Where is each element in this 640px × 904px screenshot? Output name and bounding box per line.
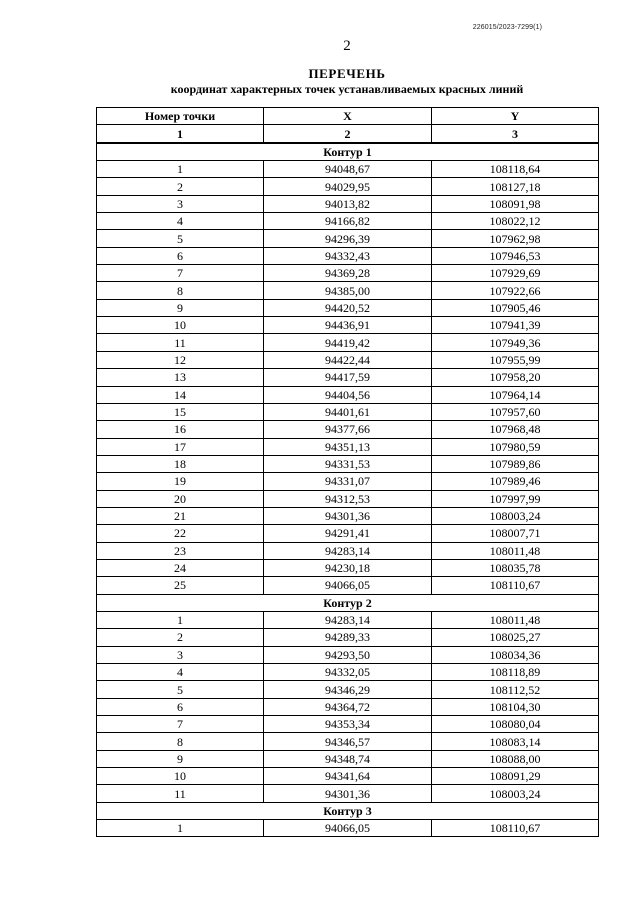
point-number-cell: 8 — [97, 282, 264, 299]
x-coordinate-cell: 94436,91 — [264, 317, 432, 334]
point-number-cell: 22 — [97, 525, 264, 542]
table-row — [97, 230, 599, 247]
y-coordinate-cell: 108118,64 — [432, 161, 599, 178]
y-coordinate-cell: 107929,69 — [432, 265, 599, 282]
point-number-cell: 24 — [97, 559, 264, 576]
point-number-cell: 1 — [97, 161, 264, 178]
table-row — [97, 299, 599, 316]
table-row — [97, 629, 599, 646]
table-row — [97, 664, 599, 681]
x-coordinate-cell: 94301,36 — [264, 507, 432, 524]
table-row — [97, 195, 599, 212]
table-row — [97, 178, 599, 195]
section-row — [97, 143, 599, 161]
section-row — [97, 802, 599, 819]
x-coordinate-cell: 94348,74 — [264, 750, 432, 767]
y-coordinate-cell: 108080,04 — [432, 716, 599, 733]
point-number-cell: 7 — [97, 265, 264, 282]
x-coordinate-cell: 94029,95 — [264, 178, 432, 195]
point-number-cell: 20 — [97, 490, 264, 507]
y-coordinate-cell: 108011,48 — [432, 542, 599, 559]
point-number-cell: 12 — [97, 351, 264, 368]
table-row — [97, 213, 599, 230]
point-number-cell: 13 — [97, 369, 264, 386]
column-number-3: 3 — [432, 125, 599, 143]
point-number-cell: 10 — [97, 768, 264, 785]
y-coordinate-cell: 107949,36 — [432, 334, 599, 351]
y-coordinate-cell: 108104,30 — [432, 698, 599, 715]
table-row — [97, 785, 599, 802]
document-title: ПЕРЕЧЕНЬ — [308, 66, 386, 81]
table-row — [97, 681, 599, 698]
table-row — [97, 542, 599, 559]
y-coordinate-cell: 107980,59 — [432, 438, 599, 455]
x-coordinate-cell: 94166,82 — [264, 213, 432, 230]
x-coordinate-cell: 94296,39 — [264, 230, 432, 247]
table-row — [97, 403, 599, 420]
point-number-cell: 19 — [97, 473, 264, 490]
x-coordinate-cell: 94332,05 — [264, 664, 432, 681]
point-number-cell: 3 — [97, 646, 264, 663]
x-coordinate-cell: 94331,53 — [264, 455, 432, 472]
y-coordinate-cell: 107962,98 — [432, 230, 599, 247]
x-coordinate-cell: 94417,59 — [264, 369, 432, 386]
table-row — [97, 577, 599, 594]
point-number-cell: 6 — [97, 247, 264, 264]
y-coordinate-cell: 108007,71 — [432, 525, 599, 542]
x-coordinate-cell: 94230,18 — [264, 559, 432, 576]
document-subtitle: координат характерных точек устанавливаемых красных линий — [170, 82, 524, 96]
point-number-cell: 21 — [97, 507, 264, 524]
point-number-cell: 3 — [97, 195, 264, 212]
y-coordinate-cell: 108091,29 — [432, 768, 599, 785]
x-coordinate-cell: 94346,29 — [264, 681, 432, 698]
y-coordinate-cell: 108112,52 — [432, 681, 599, 698]
section-title: Контур 2 — [97, 594, 599, 611]
table-row — [97, 733, 599, 750]
table-row — [97, 768, 599, 785]
x-coordinate-cell: 94283,14 — [264, 611, 432, 628]
y-coordinate-cell: 107989,86 — [432, 455, 599, 472]
table-row — [97, 525, 599, 542]
point-number-cell: 5 — [97, 681, 264, 698]
section-row — [97, 594, 599, 611]
point-number-cell: 23 — [97, 542, 264, 559]
y-coordinate-cell: 107957,60 — [432, 403, 599, 420]
point-number-cell: 10 — [97, 317, 264, 334]
point-number-cell: 7 — [97, 716, 264, 733]
table-row — [97, 716, 599, 733]
x-coordinate-cell: 94341,64 — [264, 768, 432, 785]
y-coordinate-cell: 107946,53 — [432, 247, 599, 264]
x-coordinate-cell: 94283,14 — [264, 542, 432, 559]
x-coordinate-cell: 94289,33 — [264, 629, 432, 646]
point-number-cell: 9 — [97, 750, 264, 767]
y-coordinate-cell: 108127,18 — [432, 178, 599, 195]
point-number-cell: 6 — [97, 698, 264, 715]
table-row — [97, 282, 599, 299]
table-row — [97, 455, 599, 472]
table-row — [97, 490, 599, 507]
point-number-cell: 9 — [97, 299, 264, 316]
table-row — [97, 351, 599, 368]
y-coordinate-cell: 107905,46 — [432, 299, 599, 316]
x-coordinate-cell: 94291,41 — [264, 525, 432, 542]
header-x: X — [264, 108, 432, 125]
table-row — [97, 559, 599, 576]
x-coordinate-cell: 94420,52 — [264, 299, 432, 316]
table-row — [97, 750, 599, 767]
point-number-cell: 18 — [97, 455, 264, 472]
x-coordinate-cell: 94351,13 — [264, 438, 432, 455]
table-row — [97, 386, 599, 403]
table-row — [97, 473, 599, 490]
table-row — [97, 438, 599, 455]
y-coordinate-cell: 108022,12 — [432, 213, 599, 230]
point-number-cell: 11 — [97, 785, 264, 802]
table-row — [97, 421, 599, 438]
x-coordinate-cell: 94385,00 — [264, 282, 432, 299]
x-coordinate-cell: 94364,72 — [264, 698, 432, 715]
x-coordinate-cell: 94404,56 — [264, 386, 432, 403]
header-point-number: Номер точки — [97, 108, 264, 125]
point-number-cell: 11 — [97, 334, 264, 351]
x-coordinate-cell: 94422,44 — [264, 351, 432, 368]
column-number-1: 1 — [97, 125, 264, 143]
y-coordinate-cell: 108110,67 — [432, 577, 599, 594]
y-coordinate-cell: 108011,48 — [432, 611, 599, 628]
table-row — [97, 317, 599, 334]
table-row — [97, 247, 599, 264]
point-number-cell: 15 — [97, 403, 264, 420]
table-row — [97, 611, 599, 628]
table-row — [97, 820, 599, 837]
section-title: Контур 1 — [97, 143, 599, 161]
x-coordinate-cell: 94377,66 — [264, 421, 432, 438]
x-coordinate-cell: 94066,05 — [264, 820, 432, 837]
column-numbers-row — [97, 125, 599, 143]
point-number-cell: 4 — [97, 213, 264, 230]
point-number-cell: 17 — [97, 438, 264, 455]
y-coordinate-cell: 107997,99 — [432, 490, 599, 507]
y-coordinate-cell: 107964,14 — [432, 386, 599, 403]
x-coordinate-cell: 94301,36 — [264, 785, 432, 802]
table-row — [97, 161, 599, 178]
table-row — [97, 265, 599, 282]
x-coordinate-cell: 94293,50 — [264, 646, 432, 663]
column-number-2: 2 — [264, 125, 432, 143]
point-number-cell: 16 — [97, 421, 264, 438]
x-coordinate-cell: 94346,57 — [264, 733, 432, 750]
x-coordinate-cell: 94332,43 — [264, 247, 432, 264]
coordinates-table — [96, 107, 599, 837]
y-coordinate-cell: 107941,39 — [432, 317, 599, 334]
point-number-cell: 14 — [97, 386, 264, 403]
y-coordinate-cell: 107955,99 — [432, 351, 599, 368]
y-coordinate-cell: 107958,20 — [432, 369, 599, 386]
y-coordinate-cell: 108083,14 — [432, 733, 599, 750]
y-coordinate-cell: 108110,67 — [432, 820, 599, 837]
point-number-cell: 1 — [97, 820, 264, 837]
point-number-cell: 5 — [97, 230, 264, 247]
x-coordinate-cell: 94401,61 — [264, 403, 432, 420]
x-coordinate-cell: 94369,28 — [264, 265, 432, 282]
section-title: Контур 3 — [97, 802, 599, 819]
table-header-row — [97, 108, 599, 125]
document-reference: 226015/2023-7299(1) — [472, 24, 542, 31]
page-number: 2 — [343, 38, 351, 54]
y-coordinate-cell: 108034,36 — [432, 646, 599, 663]
table-row — [97, 646, 599, 663]
x-coordinate-cell: 94048,67 — [264, 161, 432, 178]
y-coordinate-cell: 108088,00 — [432, 750, 599, 767]
x-coordinate-cell: 94066,05 — [264, 577, 432, 594]
point-number-cell: 8 — [97, 733, 264, 750]
table-row — [97, 698, 599, 715]
y-coordinate-cell: 108025,27 — [432, 629, 599, 646]
point-number-cell: 4 — [97, 664, 264, 681]
point-number-cell: 25 — [97, 577, 264, 594]
x-coordinate-cell: 94331,07 — [264, 473, 432, 490]
y-coordinate-cell: 108035,78 — [432, 559, 599, 576]
y-coordinate-cell: 108003,24 — [432, 785, 599, 802]
table-row — [97, 507, 599, 524]
y-coordinate-cell: 107968,48 — [432, 421, 599, 438]
x-coordinate-cell: 94312,53 — [264, 490, 432, 507]
x-coordinate-cell: 94013,82 — [264, 195, 432, 212]
y-coordinate-cell: 107989,46 — [432, 473, 599, 490]
point-number-cell: 2 — [97, 178, 264, 195]
point-number-cell: 2 — [97, 629, 264, 646]
y-coordinate-cell: 108091,98 — [432, 195, 599, 212]
y-coordinate-cell: 108003,24 — [432, 507, 599, 524]
x-coordinate-cell: 94353,34 — [264, 716, 432, 733]
y-coordinate-cell: 108118,89 — [432, 664, 599, 681]
table-row — [97, 369, 599, 386]
y-coordinate-cell: 107922,66 — [432, 282, 599, 299]
header-y: Y — [432, 108, 599, 125]
point-number-cell: 1 — [97, 611, 264, 628]
table-row — [97, 334, 599, 351]
x-coordinate-cell: 94419,42 — [264, 334, 432, 351]
